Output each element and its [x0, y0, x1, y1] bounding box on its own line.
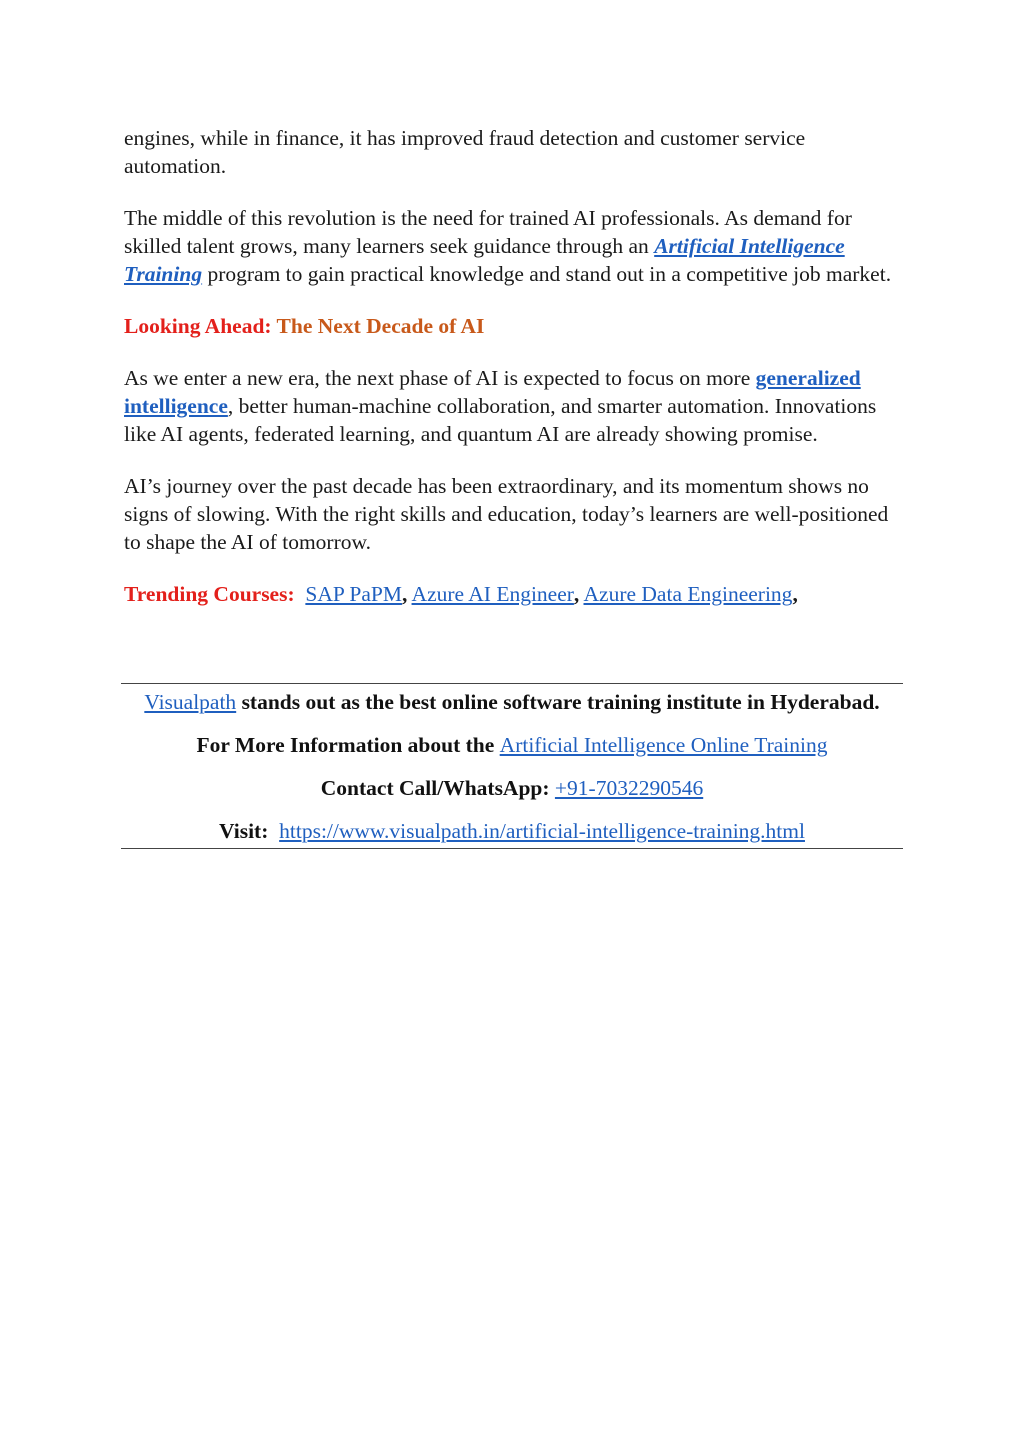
section-heading-part2: The Next Decade of AI	[271, 314, 485, 338]
course-link-azure-data-engineering[interactable]: Azure Data Engineering	[583, 582, 793, 606]
trending-courses	[124, 580, 904, 608]
contact-footer	[121, 683, 903, 849]
paragraph-next-phase	[124, 364, 904, 448]
brand-statement	[121, 687, 903, 717]
section-heading	[124, 312, 904, 340]
visit-label: Visit:	[219, 819, 269, 843]
course-separator: ,	[792, 582, 798, 606]
visit-line	[121, 816, 903, 846]
paragraph-finance: engines, while in finance, it has improved fraud detection and customer service automation.	[124, 126, 806, 178]
paragraph-next-phase-text-2: , better human-machine collaboration, and smarter automation. Innovations like AI agents, federated learning, and quantum AI are already showing promise.	[124, 394, 877, 446]
website-link[interactable]: https://www.visualpath.in/artificial-intelligence-training.html	[279, 819, 805, 843]
paragraph-professionals	[124, 204, 904, 288]
trending-courses-label: Trending Courses:	[124, 582, 295, 606]
course-separator: ,	[401, 582, 408, 606]
contact-line	[121, 773, 903, 803]
paragraph-professionals-text-2: program to gain practical knowledge and stand out in a competitive job market.	[202, 262, 892, 286]
more-info-line	[121, 730, 903, 760]
ai-training-link[interactable]: Artificial Intelligence Training	[124, 234, 845, 286]
generalized-intelligence-link[interactable]: generalized intelligence	[124, 366, 861, 418]
section-heading-part1: Looking Ahead:	[124, 314, 272, 338]
course-link-sap-papm[interactable]: SAP PaPM	[305, 582, 402, 606]
ai-online-training-link[interactable]: Artificial Intelligence Online Training	[499, 733, 828, 757]
more-info-label: For More Information about the	[196, 733, 500, 757]
contact-label: Contact Call/WhatsApp:	[320, 776, 555, 800]
course-link-azure-ai-engineer[interactable]: Azure AI Engineer	[411, 582, 574, 606]
phone-link[interactable]: +91-7032290546	[554, 776, 704, 800]
brand-statement-text: stands out as the best online software training institute in Hyderabad.	[236, 690, 880, 714]
visualpath-link[interactable]: Visualpath	[144, 690, 237, 714]
paragraph-professionals-text-1: The middle of this revolution is the need for trained AI professionals. As demand for skilled talent grows, many learners seek guidance through an	[124, 206, 852, 258]
course-separator: ,	[573, 582, 580, 606]
article-body	[124, 124, 904, 622]
paragraph-journey: AI’s journey over the past decade has been extraordinary, and its momentum shows no signs of slowing. With the right skills and education, today’s learners are well-positioned to shape the AI of tomorrow.	[124, 474, 889, 554]
paragraph-next-phase-text-1: As we enter a new era, the next phase of AI is expected to focus on more	[124, 366, 756, 390]
